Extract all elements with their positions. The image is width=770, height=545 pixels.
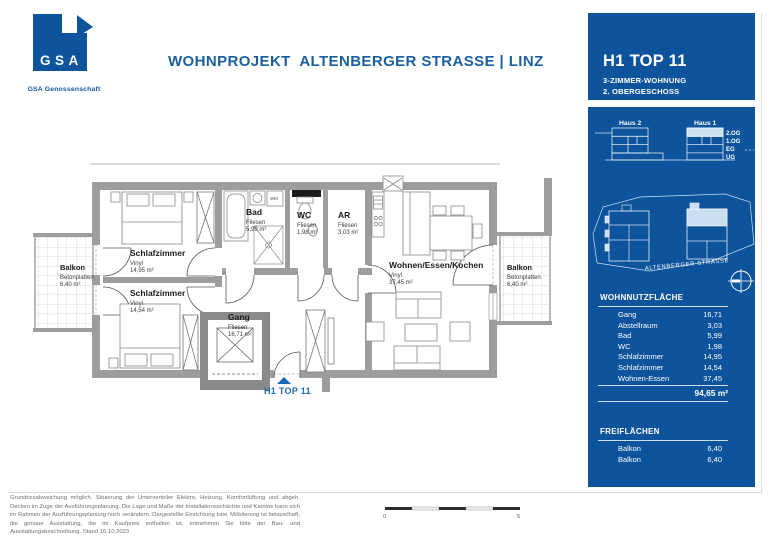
floor-labels [726,131,741,161]
row-value: 37,45 [703,373,722,383]
floor-label-eg: EG [726,147,735,153]
dining-table-icon [430,206,482,260]
room-area: 6,40 m² [507,282,528,288]
table-row [598,331,728,342]
row-label: Schlafzimmer [618,362,664,372]
room-material: Fliesen [228,324,248,331]
room-label-balkon-right [507,264,541,290]
room-material: Fliesen [338,222,358,229]
installation-shaft [292,190,321,197]
scale-end-label: 5 [517,514,521,520]
site-plan [593,194,754,271]
scale-start-label: 0 [383,514,387,520]
kitchen-island-icon [403,192,430,255]
coffee-table-icon [405,324,437,341]
room-label-wohnen [389,261,483,288]
page-edge-divider [761,13,762,492]
armchair-icon-right [450,322,470,341]
row-value: 5,99 [707,331,722,341]
wardrobe-icon-1 [197,192,214,243]
room-area: 37,45 m² [389,280,413,286]
divider [598,385,728,386]
room-area: 5,99 m² [246,227,267,233]
chimney-icon [383,176,403,191]
unit-title: H1 TOP 11 [603,52,687,70]
row-label: Schlafzimmer [618,352,664,362]
room-label-gang [228,313,252,340]
living-area-title: WOHNNUTZFLÄCHE [600,293,684,302]
room-area: 14,54 m² [130,308,154,314]
armchair-icon-left [366,322,384,341]
room-name: WC [297,210,312,220]
row-label: Abstellraum [618,320,658,330]
room-material: Betonplatten [507,274,541,281]
floor-label-ug: UG [726,155,735,161]
location-diagram [588,107,755,297]
disclaimer-text: Grundrissabweichung möglich. Situierung der Unterverteiler Elektro, Heizung, Komfortlüftung und abgeh. Decken im Zuge der Ausführungsplanung. Die Lage und Maße der Installationsschächte und Kamine kann sich im Rahmen der Ausführungsplanung noch verändern. Dargestellte Einrichtung bzw. Möblierung ist beispielhaft, die genaue Ausstattung, die im Kaufpreis enthalten ist, entnehmen Sie bitte der Bau- und Ausstattungsbeschreibung. Stand 16.10.2023 [10,495,300,536]
room-name: Bad [246,207,263,217]
bed-icon-1 [111,192,193,244]
table-row [598,374,728,385]
row-label: Gang [618,310,637,319]
row-label: Wohnen-Essen [618,373,670,383]
room-name: Wohnen/Essen/Kochen [389,260,484,270]
room-material: Fliesen [246,219,266,226]
room-name: Balkon [60,263,86,272]
page-title: WOHNPROJEKT ALTENBERGER STRASSE | LINZ [168,53,544,70]
room-area: 16,71 m² [228,332,252,338]
hall-wardrobe-icon [306,310,334,372]
logo-caption: GSA Genossenschaft [27,86,101,93]
room-name: AR [338,210,351,220]
haus-2-label: Haus 2 [619,120,642,127]
table-row [598,444,728,455]
room-label-ar [338,211,358,238]
kitchen-counter-icon [372,192,384,237]
bathtub-icon [224,191,248,241]
room-material: Vinyl [389,272,402,279]
row-value: 1,98 [707,341,722,351]
room-name: Schlafzimmer [130,288,186,298]
washing-machine-label: WM [270,196,278,201]
room-material: Vinyl [130,300,143,307]
room-material: Vinyl [130,260,143,267]
room-label-balkon-left [60,264,94,290]
floor-label-2og: 2.OG [726,131,741,137]
room-material: Betonplatten [60,274,94,281]
room-area: 14,95 m² [130,268,154,274]
floor-label-1og: 1.OG [726,139,741,145]
row-label: WC [618,341,631,351]
window-right-wall [489,293,497,320]
logo-text: GSA [40,53,83,68]
divider [598,306,728,307]
washbasin-icon [250,191,265,205]
project-info-box [588,107,755,487]
row-label: Balkon [618,444,641,453]
wardrobe-icon-2 [183,315,198,370]
row-label: Balkon [618,454,641,464]
table-row [598,310,728,321]
row-value: 14,54 [703,362,722,372]
row-value: 16,71 [703,310,722,319]
row-value: 6,40 [707,444,722,453]
row-value: 14,95 [703,352,722,362]
divider [598,440,728,441]
row-value: 3,03 [707,320,722,330]
table-row [598,352,728,363]
balcony-right [497,178,552,325]
room-label-schlafzimmer-2 [130,289,185,316]
room-name: Gang [228,312,250,322]
table-row [598,455,728,466]
haus-1-label: Haus 1 [694,120,717,127]
table-row [598,342,728,353]
room-label-schlafzimmer-1 [130,249,185,276]
sofa-icon-2 [394,346,440,370]
footer-divider [8,492,762,493]
room-area: 1,98 m² [297,230,318,236]
room-name: Schlafzimmer [130,248,186,258]
highlighted-floor [687,128,723,136]
plan-unit-label: H1 TOP 11 [264,386,311,396]
balcony-divider-wall [544,178,552,236]
room-label-bad [246,208,266,235]
unit-floor: 2. OBERGESCHOSS [603,87,680,96]
washing-machine-icon [267,191,283,206]
room-material: Fliesen [297,222,317,229]
sofa-icon-1 [396,292,441,318]
living-area-table [598,310,728,384]
table-row [598,321,728,332]
row-value: 6,40 [707,454,722,464]
living-area-total: 94,65 m² [694,388,728,398]
room-name: Balkon [507,263,533,272]
entry-arrow-icon [277,377,291,384]
room-area: 6,40 m² [60,282,81,288]
table-row [598,363,728,374]
free-area-table [598,444,728,465]
unit-type: 3-ZIMMER-WOHNUNG [603,76,687,85]
divider [598,401,728,402]
compass-icon [728,269,754,293]
row-label: Bad [618,331,632,341]
unit-info-box [588,13,755,100]
free-area-title: FREIFLÄCHEN [600,427,660,436]
highlighted-unit-footprint [687,209,727,226]
street-label: ALTENBERGER STRASSE [644,257,730,272]
room-area: 3,03 m² [338,230,359,236]
room-label-wc [297,211,317,238]
scale-bar [383,507,520,520]
